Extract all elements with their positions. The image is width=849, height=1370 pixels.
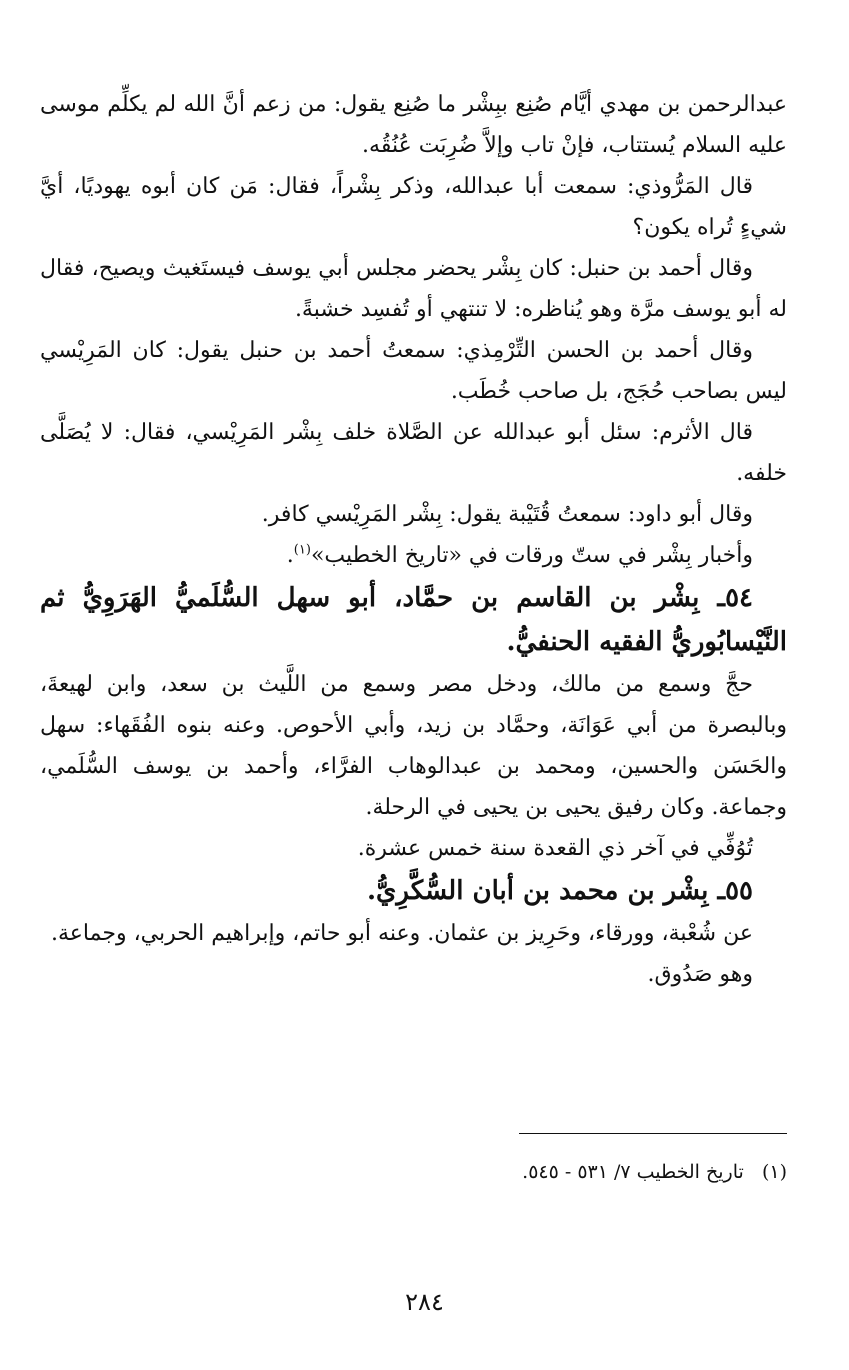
paragraph-text: وأخبار بِشْر في ستّ ورقات في «تاريخ الخطيب» xyxy=(310,543,753,568)
footnote xyxy=(40,1158,787,1186)
paragraph: وهو صَدُوق. xyxy=(647,962,753,987)
main-text xyxy=(40,84,787,995)
footnote-text: تاريخ الخطيب ٧/ ٥٣١ - ٥٤٥. xyxy=(522,1161,744,1183)
paragraph: قال المَرُّوذي: سمعت أبا عبدالله، وذكر بِشْراً، فقال: مَن كان أبوه يهوديًا، أيَّ شيءٍ تُراه يكون؟ xyxy=(40,174,787,240)
entry-heading-54: ٥٤ـ بِشْر بن القاسم بن حمَّاد، أبو سهل السُّلَميُّ الهَرَوِيُّ ثم النَّيْسابُوريُّ الفقيه الحنفيُّ. xyxy=(40,583,787,657)
entry-heading-55: ٥٥ـ بِشْر بن محمد بن أبان السُّكَّرِيُّ. xyxy=(366,876,753,906)
paragraph: تُوُفِّي في آخر ذي القعدة سنة خمس عشرة. xyxy=(357,836,753,861)
paragraph: وقال أحمد بن الحسن التِّرْمِذي: سمعتُ أحمد بن حنبل يقول: كان المَرِيْسي ليس بصاحب حُجَج، بل صاحب خُطَب. xyxy=(40,338,787,404)
footnote-divider xyxy=(519,1133,787,1134)
paragraph-with-footnote-ref xyxy=(40,535,787,576)
page-number: ٢٨٤ xyxy=(405,1288,444,1316)
footnote-marker: (١) xyxy=(761,1161,787,1183)
paragraph: وقال أبو داود: سمعتُ قُتَيْبة يقول: بِشْر المَرِيْسي كافر. xyxy=(261,502,753,527)
paragraph: وقال أحمد بن حنبل: كان بِشْر يحضر مجلس أبي يوسف فيستَغيث ويصيح، فقال له أبو يوسف مرَّة وهو يُناظره: لا تنتهي أو تُفسِد خشبةً. xyxy=(40,256,787,322)
paragraph: قال الأثرم: سئل أبو عبدالله عن الصَّلاة خلف بِشْر المَرِيْسي، فقال: لا يُصَلَّى خلفه. xyxy=(40,420,787,486)
paragraph-tail: . xyxy=(286,543,294,568)
footnote-reference[interactable]: (١) xyxy=(293,542,311,558)
paragraph: حجَّ وسمع من مالك، ودخل مصر وسمع من اللَّيث بن سعد، وابن لهيعةَ، وبالبصرة من أبي عَوَانَة، وحمَّاد بن زيد، وأبي الأحوص. وعنه بنوه الفُقَهاء: سهل والحَسَن والحسين، ومحمد بن عبدالوهاب الفرَّاء، وأحمد بن يوسف السُّلَمي، وجماعة. وكان رفيق يحيى بن يحيى في الرحلة. xyxy=(40,672,787,820)
paragraph: عبدالرحمن بن مهدي أيَّام صُنِع ببِشْر ما صُنِع يقول: من زعم أنَّ الله لم يكلِّم موسى عليه السلام يُستتاب، فإنْ تاب وإلاَّ ضُرِبَت عُنُقُه. xyxy=(40,92,787,158)
paragraph: عن شُعْبة، وورقاء، وحَرِيز بن عثمان. وعنه أبو حاتم، وإبراهيم الحربي، وجماعة. xyxy=(51,921,753,946)
